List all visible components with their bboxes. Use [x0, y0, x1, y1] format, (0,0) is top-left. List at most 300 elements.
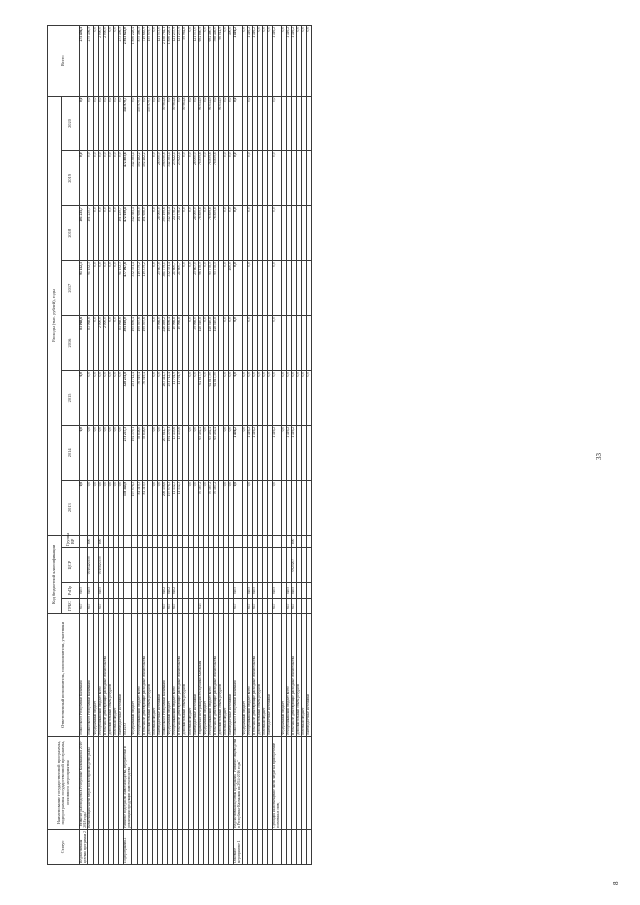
row-value-2014: 78 838,0	[142, 425, 147, 480]
row-value-total: 694 460,9	[208, 26, 213, 97]
row-value-2017: 0,0	[108, 261, 113, 316]
row-value-2014: 78 838,0	[137, 425, 142, 480]
row-value-2015: 0,0	[234, 371, 242, 426]
row-value-2017: 0,0	[188, 261, 193, 316]
row-value-2019: 0,0	[113, 151, 118, 206]
row-value-2017: 96 178,5	[198, 261, 203, 316]
row-value-2013: 0,0	[98, 480, 103, 535]
row-value-2017: 95 778,5	[213, 261, 218, 316]
row-value-total: 59 964,8	[183, 26, 188, 97]
row-value-2014: 1 416,2	[286, 425, 291, 480]
row-responsible: Местный бюджет	[152, 614, 157, 736]
row-value-2019: 342 381,4	[168, 151, 173, 206]
row-value-2015: 0,0	[98, 371, 103, 426]
row-code-rzpr: 0405	[247, 583, 252, 599]
row-value-2019: 0,0	[203, 151, 208, 206]
row-value-2016: 0,0	[224, 316, 229, 371]
row-value-2014: 0,0	[224, 425, 229, 480]
row-value-2018: 0,0	[108, 206, 113, 261]
row-value-2018: 0,0	[247, 206, 252, 261]
row-responsible: Внебюджетные источники	[118, 614, 123, 736]
row-value-2019: 0,0	[273, 151, 281, 206]
row-value-2016: 81 068,6	[118, 316, 123, 371]
row-value-2015: 0,0	[103, 371, 108, 426]
row-value-total: 0,0	[307, 26, 312, 97]
row-value-2016: 395 810,0	[124, 316, 132, 371]
row-responsible: в том числе действующие расходные обязательства	[103, 614, 108, 736]
page-number: 33	[595, 453, 603, 460]
row-code-grbs: 617	[273, 598, 281, 614]
row-value-2015: 0,0	[88, 371, 93, 426]
row-code-grbs: 617	[291, 598, 296, 614]
row-value-2014: 0,0	[229, 425, 234, 480]
row-value-2020: 0,0	[132, 96, 137, 151]
row-value-total: 0,0	[108, 26, 113, 97]
row-value-2019: 0,0	[98, 151, 103, 206]
row-responsible: Внебюджетные источники	[268, 614, 273, 736]
row-value-2018: 24 778,2	[173, 206, 178, 261]
row-code-grbs	[307, 598, 312, 614]
row-code-csr	[234, 548, 242, 583]
row-value-2015: 11 701,9	[173, 371, 178, 426]
row-value-2015: 0,0	[193, 371, 198, 426]
row-code-rzpr: 0405	[98, 583, 103, 599]
row-responsible: в том числе действующие расходные обязательства	[213, 614, 218, 736]
row-value-2013: 0,0	[152, 480, 157, 535]
row-value-2014: 65 402,4	[213, 425, 218, 480]
row-value-2019: 472 883,6	[124, 151, 132, 206]
row-value-2013: 0,0	[118, 480, 123, 535]
row-value-2020: 0,0	[188, 96, 193, 151]
row-value-2016: 39 966,0	[193, 316, 198, 371]
row-value-2015: 64 817,5	[198, 371, 203, 426]
row-value-2014: 0,0	[242, 425, 247, 480]
row-value-2015: 0,0	[188, 371, 193, 426]
row-responsible: Внебюджетные источники	[193, 614, 198, 736]
row-value-2013: 0,0	[157, 480, 162, 535]
row-responsible: в том числе действующие расходные обязательства	[252, 614, 257, 736]
row-value-2013: 0,0	[229, 480, 234, 535]
row-value-2013: 11 132,3	[173, 480, 178, 535]
row-value-2018: 0,0	[224, 206, 229, 261]
row-value-2015: 0,0	[268, 371, 273, 426]
row-value-total: 121 237,9	[178, 26, 183, 97]
row-responsible: Республиканский бюджет всего	[98, 614, 103, 736]
row-value-2016: 199 597,6	[142, 316, 147, 371]
row-value-2017: 0,0	[98, 261, 103, 316]
row-value-2015: 0,0	[273, 371, 281, 426]
row-value-2020: 0,0	[273, 96, 281, 151]
row-value-2015: 0,0	[118, 371, 123, 426]
row-value-2018: 0,0	[98, 206, 103, 261]
row-value-2018: 0,0	[273, 206, 281, 261]
row-responsible: в том числе действующие расходные обязательства	[291, 614, 296, 736]
row-value-2020: 0,0	[229, 96, 234, 151]
row-value-2014: 0,0	[108, 425, 113, 480]
row-value-2014: 0,0	[203, 425, 208, 480]
header-codes: Код бюджетной классификации	[48, 535, 62, 614]
row-value-2014: 0,0	[157, 425, 162, 480]
row-value-total: 0,0	[268, 26, 273, 97]
row-value-2015: 0,0	[80, 371, 88, 426]
row-code-csr: 0910420350	[88, 548, 93, 583]
row-value-2019: 0,0	[152, 151, 157, 206]
row-responsible: Внебюджетные источники	[229, 614, 234, 736]
row-responsible: в том числе действующие расходные обязательства	[178, 614, 183, 736]
row-value-2014: 0,0	[118, 425, 123, 480]
row-value-2020: 96 014,9	[198, 96, 203, 151]
row-responsible: Минсельхоз Республики Калмыкия	[234, 614, 242, 736]
row-code-grbs: 617	[286, 598, 291, 614]
row-code-rzpr: 0405	[286, 583, 291, 599]
header-code-grbs: ГРБС	[62, 598, 80, 614]
row-value-2015: 0,0	[281, 371, 286, 426]
row-value-2017: 477 067,6	[124, 261, 132, 316]
row-responsible: Внебюджетные источники	[307, 614, 312, 736]
row-code-rzpr: 0405	[291, 583, 296, 599]
row-value-total: 0,0	[93, 26, 98, 97]
row-value-2019: 0,0	[224, 151, 229, 206]
header-years: Расходы (тыс. рублей), годы	[48, 96, 62, 535]
row-value-2017: 21 600,7	[178, 261, 183, 316]
row-value-total: 1 416,2	[252, 26, 257, 97]
row-code-rzpr	[124, 583, 132, 599]
header-year-2016: 2016	[62, 316, 80, 371]
row-value-2019: 28 000,0	[157, 151, 162, 206]
row-value-2020: 155 979,7	[147, 96, 152, 151]
row-value-2016: 2 000,0	[98, 316, 103, 371]
row-value-total: 155 979,7	[147, 26, 152, 97]
row-responsible: Внебюджетные источники	[157, 614, 162, 736]
row-value-2019: 342 381,4	[132, 151, 137, 206]
row-value-2015: 0,0	[286, 371, 291, 426]
header-name: Наименование государственной программы, подпрограммы государственной программы, основного мероприятия	[48, 736, 80, 829]
row-value-2018: 101 235,7	[88, 206, 93, 261]
row-responsible: Федеральный бюджет	[168, 614, 173, 736]
row-value-2019: 0,0	[93, 151, 98, 206]
header-year-2015: 2015	[62, 371, 80, 426]
row-value-2014	[307, 425, 312, 480]
header-year-2013: 2013	[62, 480, 80, 535]
row-value-2018: 342 381,4	[132, 206, 137, 261]
row-value-2017: 0,0	[93, 261, 98, 316]
row-responsible: Федеральный бюджет	[93, 614, 98, 736]
row-value-2016: 199 597,6	[137, 316, 142, 371]
header-total: Всего	[48, 26, 80, 97]
row-value-total: 0,0	[188, 26, 193, 97]
row-value-2015: 263 414,3	[163, 371, 168, 426]
row-value-total: 598 446,0	[213, 26, 218, 97]
row-code-grbs: 617	[88, 598, 93, 614]
row-value-2015: 0,0	[247, 371, 252, 426]
row-code-vr	[234, 535, 242, 547]
row-value-2013: 0,0	[188, 480, 193, 535]
row-value-2020: 0,0	[98, 96, 103, 151]
row-value-2015: 76 519,4	[137, 371, 142, 426]
row-value-2014: 1 416,2	[252, 425, 257, 480]
row-value-2018: 76 859,8	[213, 206, 218, 261]
row-value-2015: 11 701,9	[178, 371, 183, 426]
row-name: Субсидия на возмещение части затрат на приобретение племенных овец	[273, 736, 281, 829]
row-name: Ведомственная целевая программа "Развитие овцеводства в Республике Калмыкия на 2014-2016 годы"	[234, 736, 242, 829]
row-value-2015: 0,0	[152, 371, 157, 426]
row-responsible: Республиканский бюджет всего	[137, 614, 142, 736]
row-value-2014: 65 402,4	[198, 425, 203, 480]
row-responsible: Местный бюджет	[188, 614, 193, 736]
row-value-2018: 24 778,2	[178, 206, 183, 261]
row-code-csr	[307, 548, 312, 583]
row-value-total: 273 456,5	[118, 26, 123, 97]
row-code-rzpr: 0402	[168, 583, 173, 599]
row-value-2014: 1 416,2	[234, 425, 242, 480]
row-value-2020: 0,0	[152, 96, 157, 151]
row-value-2014: 0,0	[80, 425, 88, 480]
row-value-total: 1 416,2	[273, 26, 281, 97]
row-value-total: 0,0	[113, 26, 118, 97]
row-value-2016: 83 068,6	[80, 316, 88, 371]
row-value-2017: 91 152,3	[88, 261, 93, 316]
row-value-2019: 23 622,4	[173, 151, 178, 206]
row-value-2017: 332 351,4	[168, 261, 173, 316]
row-value-2018: 101 658,0	[142, 206, 147, 261]
row-value-2014: 0,0	[152, 425, 157, 480]
row-value-2020: 59 964,8	[173, 96, 178, 151]
row-value-2016: 246 469,2	[163, 316, 168, 371]
row-value-2017	[307, 261, 312, 316]
row-responsible: Местный бюджет	[263, 614, 268, 736]
row-value-2017: 0,0	[203, 261, 208, 316]
row-responsible: Минсельхоз Республики Калмыкия	[163, 614, 168, 736]
row-value-2014: 0,0	[193, 425, 198, 480]
row-value-2015: 0,0	[157, 371, 162, 426]
row-responsible: Республиканский бюджет всего	[247, 614, 252, 736]
row-value-2016: 0,0	[229, 316, 234, 371]
row-code-csr	[273, 548, 281, 583]
row-value-2017: 95 778,5	[208, 261, 213, 316]
row-value-total: 0,0	[242, 26, 247, 97]
row-value-2013: 0,0	[103, 480, 108, 535]
row-value-2018: 0,0	[203, 206, 208, 261]
header-code-csr: ЦСР	[62, 548, 80, 583]
row-value-total: 1 416,2	[291, 26, 296, 97]
row-value-2019: 0,0	[80, 151, 88, 206]
row-value-2019: 0,0	[234, 151, 242, 206]
row-value-2020: 0,0	[80, 96, 88, 151]
row-value-2014: 194 379,1	[168, 425, 173, 480]
row-code-vr	[124, 535, 132, 547]
row-value-2013: 208 158,6	[163, 480, 168, 535]
row-value-2015: 0,0	[291, 371, 296, 426]
row-value-2018: 0,0	[234, 206, 242, 261]
row-value-total: 0,0	[297, 26, 302, 97]
row-value-2020: 0,0	[178, 96, 183, 151]
row-value-total: 2 158 764,1	[163, 26, 168, 97]
row-value-2018: 0,0	[93, 206, 98, 261]
row-value-2017: 0,0	[103, 261, 108, 316]
row-value-total: 1 856 228,4	[132, 26, 137, 97]
row-value-2017: 0,0	[247, 261, 252, 316]
row-value-2016: 195 856,4	[168, 316, 173, 371]
row-code-grbs: 643	[198, 598, 203, 614]
row-value-2020: 0,0	[168, 96, 173, 151]
row-code-grbs: 617	[163, 598, 168, 614]
row-value-2019: 0,0	[247, 151, 252, 206]
row-code-rzpr: 0405	[234, 583, 242, 599]
row-value-total: 275 456,5	[80, 26, 88, 97]
row-value-2014: 0,0	[93, 425, 98, 480]
row-value-total: 0,0	[281, 26, 286, 97]
row-value-2013: 0,0	[108, 480, 113, 535]
row-value-2016: 195 856,4	[132, 316, 137, 371]
row-value-2017: 91 152,3	[118, 261, 123, 316]
row-value-2019: 396 050,8	[163, 151, 168, 206]
table-header	[48, 26, 80, 865]
row-value-2020: 59 964,8	[183, 96, 188, 151]
row-value-2016: 0,0	[93, 316, 98, 371]
row-value-2013: 81 319,3	[137, 480, 142, 535]
row-name: Компенсация части затрат на воспроизводство рыбы	[88, 736, 93, 829]
row-code-grbs	[124, 598, 132, 614]
row-value-2017: 400,0	[229, 261, 234, 316]
row-value-2013	[307, 480, 312, 535]
row-value-2017: 21 600,7	[173, 261, 178, 316]
row-status	[307, 829, 312, 864]
table-row	[234, 26, 242, 865]
row-value-total: 0,0	[203, 26, 208, 97]
row-value-2015: 64 817,50	[213, 371, 218, 426]
row-value-total: 121 573,0	[157, 26, 162, 97]
row-value-2018: 0,0	[183, 206, 188, 261]
row-value-2020: 155 979,7	[124, 96, 132, 151]
row-value-2014: 1 416,2	[247, 425, 252, 480]
row-value-2020: 155 979,7	[137, 96, 142, 151]
row-value-2015: 0,0	[93, 371, 98, 426]
row-responsible: Федеральный бюджет	[281, 614, 286, 736]
row-value-2020: 0,0	[142, 96, 147, 151]
row-value-2013: 0,0	[224, 480, 229, 535]
row-responsible: в том числе действующие расходные обязательства	[142, 614, 147, 736]
row-value-2017: 0,0	[224, 261, 229, 316]
row-code-vr	[273, 535, 281, 547]
row-value-2016: 2 000,0	[103, 316, 108, 371]
row-value-2015: 76 519,4	[142, 371, 147, 426]
row-value-2014: 273 217,3	[124, 425, 132, 480]
row-value-2013: 0,0	[113, 480, 118, 535]
row-responsible: Федеральный бюджет	[132, 614, 137, 736]
row-value-2019: 76 859,8	[213, 151, 218, 206]
row-value-2020: 59 964,8	[163, 96, 168, 151]
row-value-2014: 13 435,6	[173, 425, 178, 480]
row-value-2015: 0,0	[224, 371, 229, 426]
row-value-2015: 0,0	[113, 371, 118, 426]
row-value-2020: 0,0	[213, 96, 218, 151]
row-value-2017: 0,0	[234, 261, 242, 316]
row-responsible: Местный бюджет	[224, 614, 229, 736]
row-value-2016: 0,0	[247, 316, 252, 371]
row-value-2019: 76 859,8	[198, 151, 203, 206]
row-value-2020: 0,0	[118, 96, 123, 151]
row-value-2020: 0,0	[113, 96, 118, 151]
row-value-2019: 23 622,4	[178, 151, 183, 206]
row-value-2016: 0,0	[188, 316, 193, 371]
row-value-2013: 0,0	[88, 480, 93, 535]
row-value-2018: 76 859,8	[198, 206, 203, 261]
header-year-2019: 2019	[62, 151, 80, 206]
row-responsible: Минсельхоз Республики Калмыкия	[80, 614, 88, 736]
row-value-2014: 0,0	[88, 425, 93, 480]
row-value-2013: 70 187,2	[213, 480, 218, 535]
row-value-2016: 83 068,6	[88, 316, 93, 371]
header-code-vr: Группа ВР	[62, 535, 80, 547]
table-row	[273, 26, 281, 865]
row-value-2016: 0,0	[113, 316, 118, 371]
row-value-total: 275 456,5	[88, 26, 93, 97]
row-value-2017: 91 152,3	[80, 261, 88, 316]
row-code-vr	[307, 535, 312, 547]
row-value-2013: 70 187,2	[208, 480, 213, 535]
row-value-2014: 207 814,7	[163, 425, 168, 480]
row-value-2015: 0,0	[302, 371, 307, 426]
row-value-2020: 0,0	[157, 96, 162, 151]
row-value-2014: 0,0	[103, 425, 108, 480]
row-value-total: 400,0	[229, 26, 234, 97]
row-code-vr: 800	[88, 535, 93, 547]
row-value-2014: 0,0	[188, 425, 193, 480]
row-value-2015: 251 712,4	[168, 371, 173, 426]
row-value-2019: 0,0	[108, 151, 113, 206]
row-value-total: 0,0	[224, 26, 229, 97]
row-value-2020: 0,0	[247, 96, 252, 151]
row-value-total: 96 014,9	[219, 26, 224, 97]
row-value-2015: 0,0	[203, 371, 208, 426]
row-code-rzpr: 0405	[252, 583, 257, 599]
row-responsible: дополнительный объем ресурсов	[147, 614, 152, 736]
row-value-2020: 0,0	[103, 96, 108, 151]
row-value-total: 1 416,2	[234, 26, 242, 97]
row-value-2018	[307, 206, 312, 261]
row-value-2018: 0,0	[152, 206, 157, 261]
row-value-2020: 0,0	[108, 96, 113, 151]
row-status: Подпрограмма 2	[124, 829, 132, 864]
row-value-2017: 0,0	[152, 261, 157, 316]
row-value-2015: 0,0	[258, 371, 263, 426]
row-code-grbs: 617	[168, 598, 173, 614]
row-value-2013: 0,0	[193, 480, 198, 535]
row-value-2014: 65 402,4	[208, 425, 213, 480]
row-value-2015: 328 231,8	[124, 371, 132, 426]
row-value-2013: 197 076,3	[168, 480, 173, 535]
row-value-2018: 342 381,4	[168, 206, 173, 261]
row-value-total: 1 416,2	[286, 26, 291, 97]
row-value-2017: 0,0	[113, 261, 118, 316]
row-value-2015: 251 712,4	[132, 371, 137, 426]
row-name: Развитие подотрасли животноводства, переработки и реализации продукции животноводства	[124, 736, 132, 829]
row-value-2016: 39 966,0	[157, 316, 162, 371]
row-code-rzpr: 0402	[163, 583, 168, 599]
row-value-2019: 0,0	[183, 151, 188, 206]
row-value-total: 875 466,5	[137, 26, 142, 97]
row-value-2018: 28 000,0	[157, 206, 162, 261]
row-value-2017: 119 379,2	[137, 261, 142, 316]
row-value-2020: 0,0	[224, 96, 229, 151]
row-responsible: ВСЕГО	[124, 614, 132, 736]
row-value-2016: 148 540,8	[198, 316, 203, 371]
row-value-2016: 0,0	[108, 316, 113, 371]
row-value-total: 694 860,9	[198, 26, 203, 97]
row-value-2018: 76 859,8	[208, 206, 213, 261]
row-value-2019	[307, 151, 312, 206]
row-value-2014: 1 416,2	[273, 425, 281, 480]
